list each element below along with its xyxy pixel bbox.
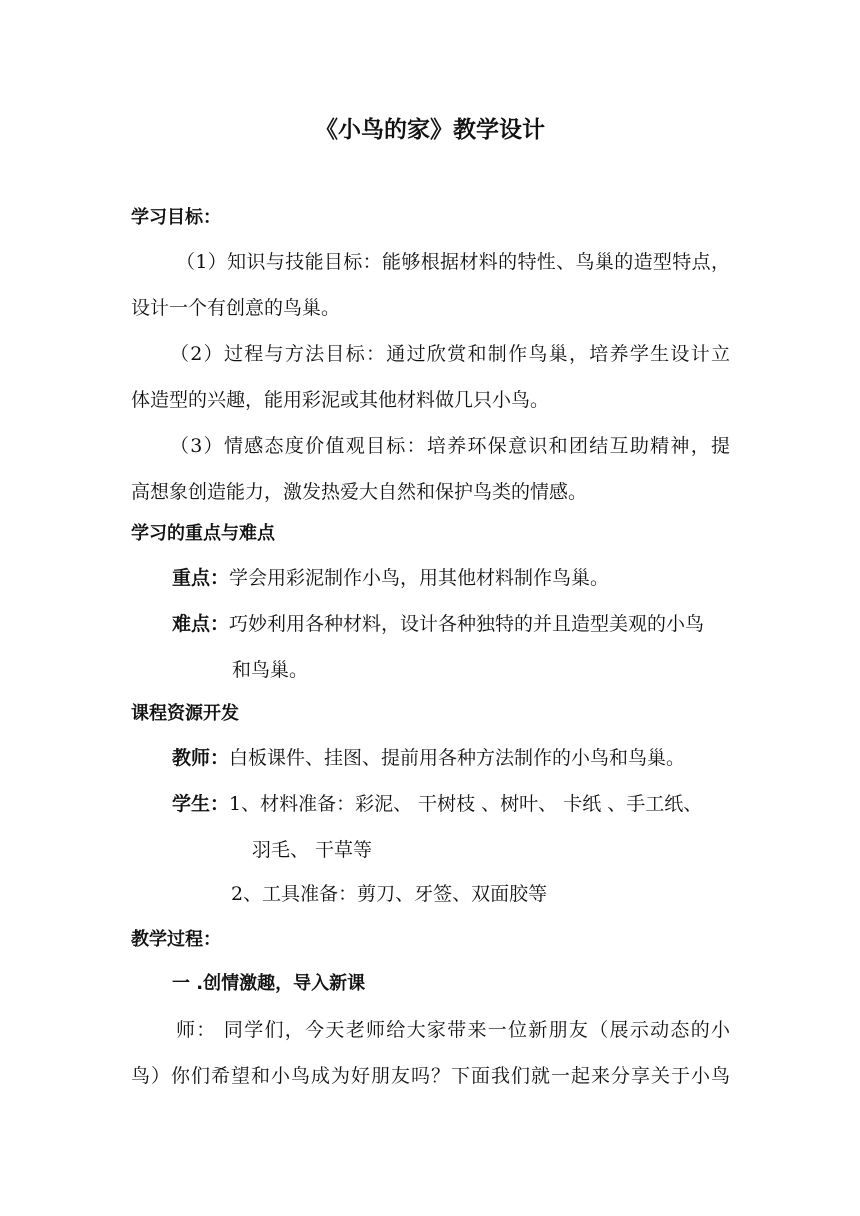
difficulty-text: 巧妙利用各种材料，设计各种独特的并且造型美观的小鸟: [229, 613, 705, 635]
objective-1-line-1: （1）知识与技能目标：能够根据材料的特性、鸟巢的造型特点，: [176, 251, 730, 273]
objective-2-line-2: 体造型的兴趣，能用彩泥或其他材料做几只小鸟。: [131, 389, 550, 411]
focus-label: 重点：: [172, 567, 230, 589]
step-1-heading: 一 .创情激趣，导入新课: [172, 973, 366, 994]
student-label: 学生：: [172, 793, 230, 815]
student-text: 1、材料准备：彩泥、 干树枝 、树叶、 卡纸 、手工纸、: [229, 793, 703, 815]
teacher-text: 白板课件、挂图、提前用各种方法制作的小鸟和鸟巢。: [229, 747, 686, 769]
objective-3-line-2: 高想象创造能力，激发热爱大自然和保护鸟类的情感。: [131, 481, 588, 503]
student-line-3: 2、工具准备：剪刀、牙签、双面胶等: [231, 883, 548, 905]
difficulty-label: 难点：: [172, 613, 230, 635]
objective-1-line-2: 设计一个有创意的鸟巢。: [131, 297, 341, 319]
objectives-heading: 学习目标：: [131, 207, 221, 228]
document-title: 《小鸟的家》教学设计: [315, 116, 545, 143]
focus-text: 学会用彩泥制作小鸟，用其他材料制作鸟巢。: [229, 567, 610, 589]
difficulty-line-1: [172, 612, 704, 636]
process-paragraph-line-2: 鸟）你们希望和小鸟成为好朋友吗？下面我们就一起来分享关于小鸟: [131, 1065, 730, 1087]
student-line-2: 羽毛、 干草等: [252, 839, 373, 861]
teacher-label: 教师：: [172, 747, 230, 769]
focus-line: [172, 566, 609, 590]
difficulty-line-2: 和鸟巢。: [232, 659, 309, 681]
process-paragraph-line-1: 师： 同学们，今天老师给大家带来一位新朋友（展示动态的小: [176, 1019, 730, 1041]
teacher-line: [172, 746, 685, 770]
objective-2-line-1: （2）过程与方法目标：通过欣赏和制作鸟巢，培养学生设计立: [170, 343, 730, 365]
process-heading: 教学过程：: [131, 929, 221, 950]
student-line-1: [172, 792, 702, 816]
key-points-heading: 学习的重点与难点: [131, 523, 275, 544]
resources-heading: 课程资源开发: [131, 703, 239, 724]
objective-3-line-1: （3）情感态度价值观目标：培养环保意识和团结互助精神，提: [170, 435, 730, 457]
